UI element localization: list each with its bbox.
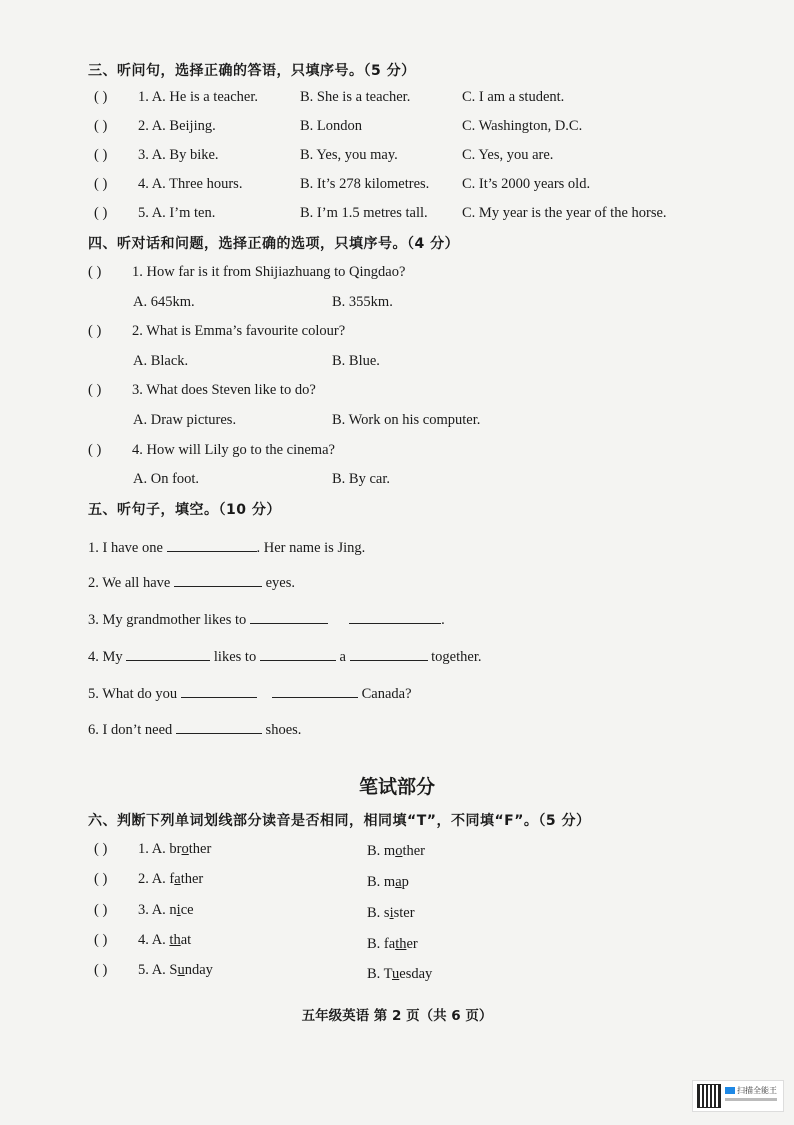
- word-part: ster: [393, 905, 415, 921]
- bleed-through-text: [480, 64, 483, 80]
- sentence-text: 2. We all have: [88, 575, 171, 591]
- underlined-letters: u: [177, 962, 185, 978]
- word-part: ther: [188, 841, 212, 857]
- sentence-text: eyes.: [265, 575, 295, 591]
- phonics-word-b: [367, 874, 409, 891]
- section-3-item-5: [94, 205, 215, 222]
- item-number: 3. A.: [138, 902, 170, 918]
- answer-blank[interactable]: [349, 609, 441, 624]
- answer-blank[interactable]: [250, 609, 328, 624]
- question-text: 2. What is Emma’s favourite colour?: [132, 323, 346, 339]
- answer-parens[interactable]: ( ): [94, 147, 108, 163]
- sentence-text: shoes.: [265, 722, 302, 738]
- option-a: 1. A. He is a teacher.: [138, 89, 258, 105]
- word-part: B. fa: [367, 936, 396, 952]
- underlined-letters: th: [395, 936, 407, 952]
- answer-blank[interactable]: [350, 646, 428, 661]
- word-part: br: [169, 841, 182, 857]
- underlined-letters: o: [181, 841, 189, 857]
- option-a: A. 645km.: [133, 294, 195, 310]
- sentence-text: 3. My grandmother likes to: [88, 612, 247, 628]
- phonics-item-5: [94, 962, 213, 979]
- underlined-letters: th: [169, 932, 181, 948]
- option-c: C. It’s 2000 years old.: [462, 176, 591, 192]
- option-a: 3. A. By bike.: [138, 147, 219, 163]
- section-4-question-1: [88, 264, 405, 281]
- section-3-item-2: [94, 118, 216, 135]
- fill-sentence-6: [88, 719, 301, 739]
- underlined-letters: a: [174, 871, 181, 887]
- sentence-text: 6. I don’t need: [88, 722, 173, 738]
- word-part: nday: [184, 962, 213, 978]
- option-a: 4. A. Three hours.: [138, 176, 243, 192]
- word-part: esday: [399, 966, 433, 982]
- word-part: p: [401, 874, 409, 890]
- sentence-text: likes to: [213, 649, 257, 665]
- section-4-question-3: [88, 382, 316, 399]
- section-4-question-2: [88, 323, 345, 340]
- word-part: ther: [402, 843, 425, 859]
- underlined-letters: a: [395, 874, 402, 890]
- phonics-word-b: [367, 936, 418, 953]
- option-b: B. Work on his computer.: [332, 412, 481, 428]
- answer-blank[interactable]: [167, 537, 257, 552]
- sentence-text: . Her name is Jing.: [256, 540, 366, 556]
- written-part-heading: 笔试部分: [358, 776, 435, 798]
- option-a: 2. A. Beijing.: [138, 118, 216, 134]
- option-c: C. Washington, D.C.: [462, 118, 583, 134]
- phonics-word-b: [367, 966, 432, 983]
- scanner-subtext-line: [725, 1098, 777, 1101]
- option-b: B. 355km.: [332, 294, 393, 310]
- word-part: B. m: [367, 843, 396, 859]
- fill-sentence-2: [88, 572, 295, 592]
- item-number: 2. A.: [138, 871, 170, 887]
- scanner-label: [725, 1085, 777, 1096]
- option-a: A. On foot.: [133, 471, 200, 487]
- section-4-title: 四、听对话和问题，选择正确的选项，只填序号。（4 分）: [88, 236, 460, 252]
- section-3-item-4: [94, 176, 242, 193]
- question-text: 3. What does Steven like to do?: [132, 382, 316, 398]
- answer-parens[interactable]: ( ): [94, 205, 108, 221]
- answer-parens[interactable]: ( ): [88, 382, 102, 398]
- answer-blank[interactable]: [272, 683, 358, 698]
- word-part: f: [169, 871, 175, 887]
- answer-parens[interactable]: ( ): [88, 264, 102, 280]
- word-part: er: [406, 936, 418, 952]
- item-number: 1. A.: [138, 841, 170, 857]
- option-b: B. It’s 278 kilometres.: [300, 176, 430, 192]
- sentence-text: 4. My: [88, 649, 123, 665]
- phonics-item-2: [94, 871, 203, 888]
- option-b: B. London: [300, 118, 363, 134]
- option-a: A. Black.: [133, 353, 189, 369]
- fill-sentence-3: [88, 609, 445, 629]
- option-b: B. I’m 1.5 metres tall.: [300, 205, 428, 221]
- answer-blank[interactable]: [181, 683, 257, 698]
- scanner-watermark: [692, 1080, 784, 1112]
- section-3-item-3: [94, 147, 219, 164]
- sentence-text: .: [441, 612, 445, 628]
- answer-parens[interactable]: ( ): [94, 871, 108, 887]
- word-part: n: [169, 902, 177, 918]
- answer-blank[interactable]: [260, 646, 336, 661]
- option-c: C. Yes, you are.: [462, 147, 554, 163]
- section-4-question-4: [88, 442, 335, 459]
- word-part: ce: [180, 902, 194, 918]
- underlined-letters: o: [395, 843, 403, 859]
- fill-sentence-4: [88, 646, 481, 666]
- answer-parens[interactable]: ( ): [94, 89, 108, 105]
- sentence-text: 5. What do you: [88, 686, 178, 702]
- word-part: S: [169, 962, 178, 978]
- word-part: B. T: [367, 966, 393, 982]
- option-b: B. Yes, you may.: [300, 147, 398, 163]
- question-text: 1. How far is it from Shijiazhuang to Qingdao?: [132, 264, 406, 280]
- answer-blank[interactable]: [176, 719, 262, 734]
- underlined-letters: u: [392, 966, 400, 982]
- option-a: A. Draw pictures.: [133, 412, 237, 428]
- sentence-text: Canada?: [361, 686, 412, 702]
- answer-parens[interactable]: ( ): [94, 176, 108, 192]
- answer-parens[interactable]: ( ): [88, 323, 102, 339]
- section-6-title: 六、判断下列单词划线部分读音是否相同，相同填“T”，不同填“F”。（5 分）: [88, 813, 591, 829]
- answer-parens[interactable]: ( ): [94, 962, 108, 978]
- fill-sentence-5: [88, 683, 412, 703]
- phonics-item-4: [94, 932, 191, 949]
- fill-sentence-1: [88, 537, 365, 557]
- answer-parens[interactable]: ( ): [94, 841, 108, 857]
- phonics-word-b: [367, 843, 425, 860]
- answer-parens[interactable]: ( ): [94, 932, 108, 948]
- answer-parens[interactable]: ( ): [88, 442, 102, 458]
- phonics-item-3: [94, 902, 194, 919]
- question-text: 4. How will Lily go to the cinema?: [132, 442, 335, 458]
- option-b: B. She is a teacher.: [300, 89, 411, 105]
- page-footer: 五年级英语 第 2 页（共 6 页）: [301, 1008, 493, 1024]
- phonics-word-b: [367, 905, 415, 922]
- underlined-letters: i: [389, 905, 394, 921]
- sentence-text: a: [339, 649, 346, 665]
- answer-parens[interactable]: ( ): [94, 902, 108, 918]
- item-number: 5. A.: [138, 962, 170, 978]
- qr-code-icon: [697, 1084, 721, 1108]
- option-b: B. Blue.: [332, 353, 380, 369]
- phonics-item-1: [94, 841, 211, 858]
- word-part: B. s: [367, 905, 390, 921]
- item-number: 4. A.: [138, 932, 170, 948]
- section-3-item-1: [94, 89, 258, 106]
- option-b: B. By car.: [332, 471, 390, 487]
- option-a: 5. A. I’m ten.: [138, 205, 216, 221]
- scanner-name: 扫描全能王: [737, 1086, 777, 1095]
- underlined-letters: i: [176, 902, 181, 918]
- sentence-text: together.: [431, 649, 482, 665]
- option-c: C. My year is the year of the horse.: [462, 205, 667, 221]
- section-3-title: 三、听问句，选择正确的答语，只填序号。（5 分）: [88, 63, 416, 79]
- section-5-title: 五、听句子，填空。（10 分）: [88, 502, 281, 518]
- option-c: C. I am a student.: [462, 89, 565, 105]
- sentence-text: 1. I have one: [88, 540, 163, 556]
- word-part: ther: [180, 871, 204, 887]
- word-part: at: [180, 932, 192, 948]
- answer-parens[interactable]: ( ): [94, 118, 108, 134]
- word-part: B. m: [367, 874, 396, 890]
- answer-blank[interactable]: [174, 572, 262, 587]
- answer-blank[interactable]: [126, 646, 210, 661]
- scanner-logo-icon: [725, 1087, 735, 1094]
